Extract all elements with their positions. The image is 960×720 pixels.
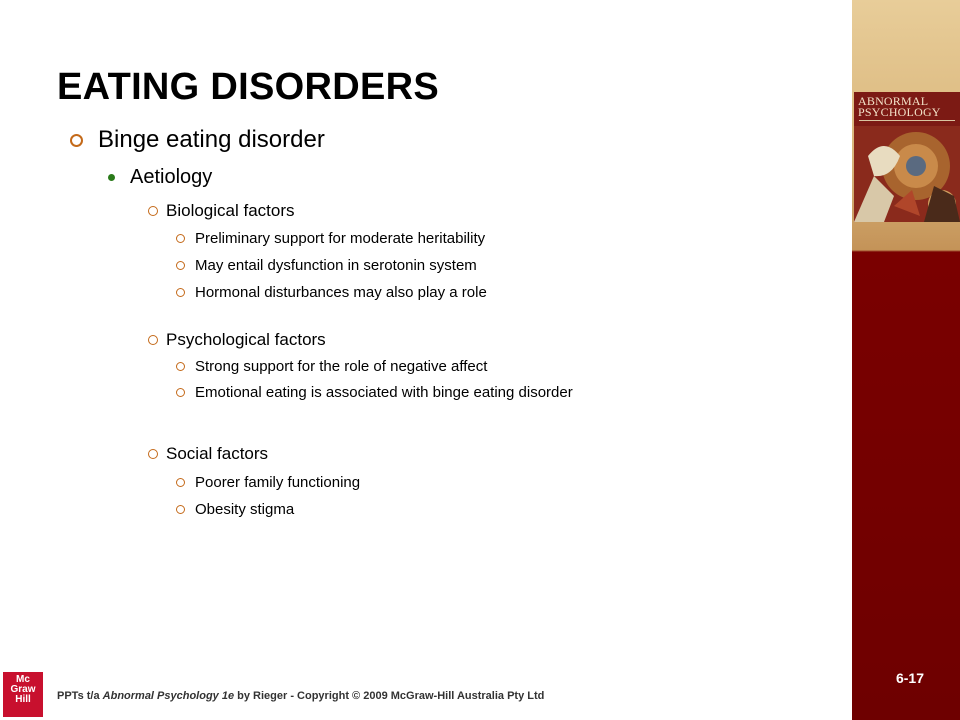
bullet-text: Binge eating disorder [98,126,325,153]
ring-bullet-icon [176,388,185,397]
logo-line1: Mc [16,674,30,685]
slide-title: EATING DISORDERS [57,66,440,108]
bullet-text: Poorer family functioning [195,474,361,491]
footer-copyright [57,690,544,702]
ring-bullet-icon [148,335,158,345]
bullet-text: May entail dysfunction in serotonin system [195,257,477,274]
ring-bullet-icon [148,206,158,216]
dot-bullet-icon [108,174,115,181]
book-cover-art [854,126,960,222]
page-number: 6-17 [895,670,925,686]
bullet-item [176,501,294,518]
book-title-line2: PSYCHOLOGY [858,105,941,119]
ring-bullet-icon [176,261,185,270]
ring-bullet-icon [176,288,185,297]
book-cover-image [854,92,960,222]
bullet-text: Emotional eating is associated with binge eating disorder [195,384,573,401]
ring-bullet-icon [176,362,185,371]
bullet-item [176,257,477,274]
bullet-item [176,230,485,247]
bullet-text: Preliminary support for moderate heritability [195,230,486,247]
bullet-text: Social factors [166,444,269,463]
bullet-text: Strong support for the role of negative affect [195,358,488,375]
footer-prefix: PPTs t/a [57,690,103,702]
mcgraw-hill-logo [3,672,43,717]
ring-bullet-icon [176,505,185,514]
footer-suffix: by Rieger - Copyright © 2009 McGraw-Hill Australia Pty Ltd [234,690,545,702]
logo-line2: Graw [10,684,36,695]
ring-bullet-icon [176,234,185,243]
bullet-item [176,474,360,491]
bullet-psychological-factors [148,330,326,350]
ring-bullet-icon [148,449,158,459]
ring-bullet-icon [176,478,185,487]
bullet-item [176,358,487,375]
bullet-item [176,284,487,301]
footer-book-title: Abnormal Psychology 1e [102,690,235,702]
logo-line3: Hill [15,694,31,705]
bullet-text: Biological factors [166,201,295,220]
bullet-text: Psychological factors [166,330,326,349]
bullet-biological-factors [148,201,295,221]
ring-bullet-icon [70,134,83,147]
book-cover-rule [859,120,955,125]
book-cover-title [858,96,958,118]
bullet-item [176,384,573,401]
bullet-text: Aetiology [130,166,213,188]
bullet-l2 [108,166,212,189]
bullet-text: Hormonal disturbances may also play a role [195,284,487,301]
bullet-text: Obesity stigma [195,501,295,518]
bullet-l1 [70,126,325,154]
bullet-social-factors [148,444,268,464]
book-title-line1: ABNORMAL [858,94,929,108]
